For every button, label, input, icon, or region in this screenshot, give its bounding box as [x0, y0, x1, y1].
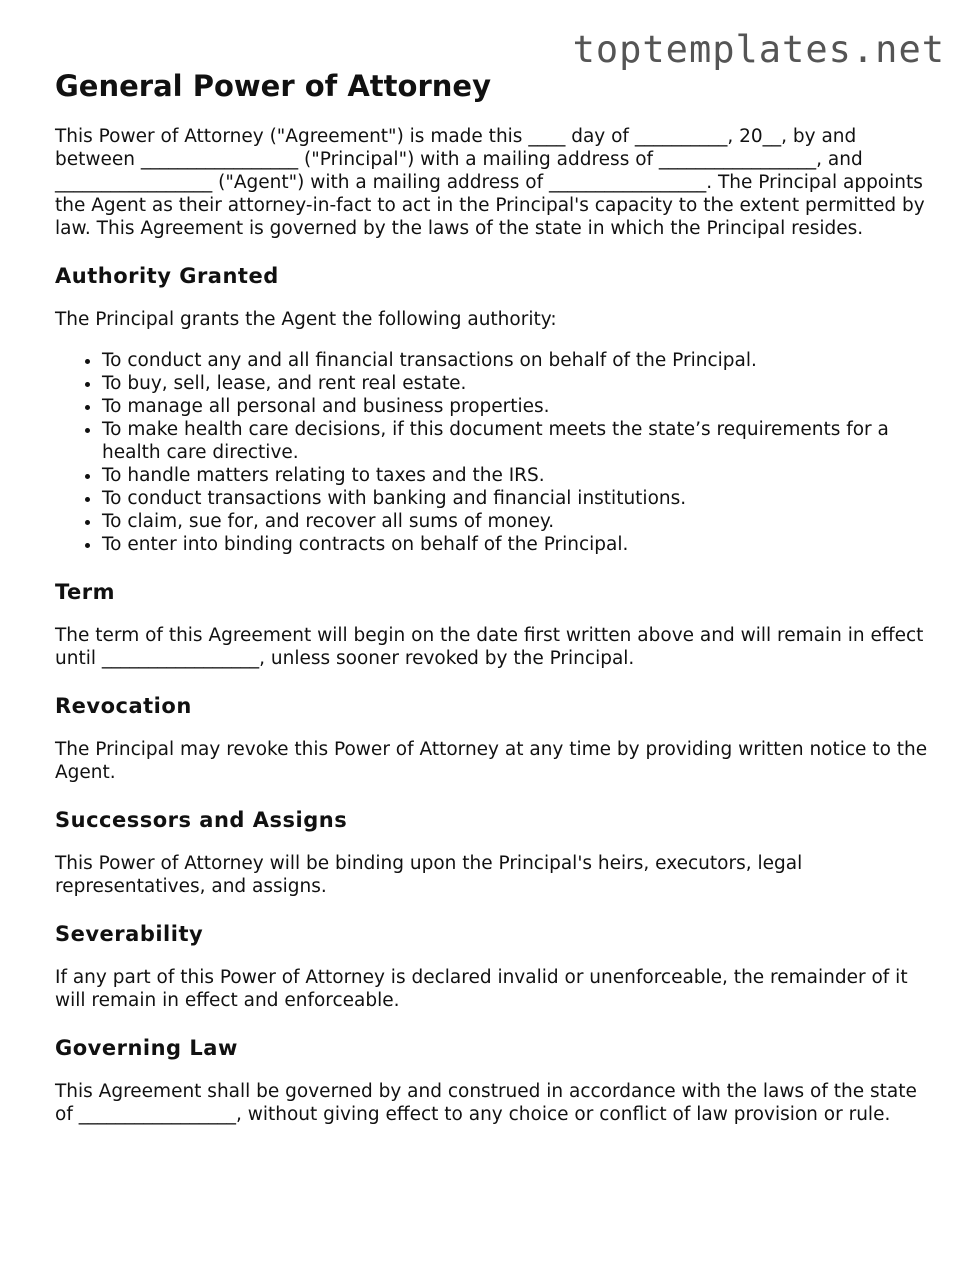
section-heading-severability: Severability — [55, 922, 204, 946]
section-governing-law — [55, 1034, 930, 1126]
section-severability — [55, 920, 930, 1012]
section-term — [55, 578, 930, 670]
section-heading-term: Term — [55, 580, 116, 604]
list-item: • To conduct any and all financial transactions on behalf of the Principal. — [102, 349, 930, 372]
section-heading-authority: Authority Granted — [55, 264, 279, 288]
revocation-text: The Principal may revoke this Power of Attorney at any time by providing written notice to the Agent. — [55, 739, 928, 783]
term-text: The term of this Agreement will begin on the date first written above and will remain in effect until _________________, unless sooner revoked by the Principal. — [55, 625, 924, 669]
document-title: General Power of Attorney — [55, 69, 491, 103]
severability-text: If any part of this Power of Attorney is declared invalid or unenforceable, the remainder of it will remain in effect and enforceable. — [55, 967, 908, 1011]
section-revocation — [55, 692, 930, 784]
section-successors — [55, 806, 930, 898]
watermark-text: toptemplates.net — [572, 28, 945, 71]
list-item: • To conduct transactions with banking and financial institutions. — [102, 487, 930, 510]
intro-paragraph: This Power of Attorney ("Agreement") is made this ____ day of __________, 20__, by and between _________________ ("Principal") with a mailing address of _________________, and _________________ ("Agent") with a mailing address of _________________. The Principal appoints the Agent as their attorney-in-fact to act in the Principal's capacity to the extent permitted by law. This Agreement is governed by the laws of the state in which the Principal resides. — [55, 126, 925, 239]
list-item: • To enter into binding contracts on behalf of the Principal. — [102, 533, 930, 556]
list-item: • To claim, sue for, and recover all sums of money. — [102, 510, 930, 533]
list-item: • To make health care decisions, if this document meets the state’s requirements for a health care directive. — [102, 418, 930, 464]
section-heading-revocation: Revocation — [55, 694, 192, 718]
list-item: • To manage all personal and business properties. — [102, 395, 930, 418]
section-heading-governing-law: Governing Law — [55, 1036, 238, 1060]
section-heading-successors: Successors and Assigns — [55, 808, 348, 832]
document-body — [55, 64, 930, 1126]
authority-lead-text: The Principal grants the Agent the following authority: — [55, 309, 557, 330]
authority-list — [55, 349, 930, 556]
list-item: • To handle matters relating to taxes and the IRS. — [102, 464, 930, 487]
section-authority — [55, 262, 930, 556]
list-item: • To buy, sell, lease, and rent real estate. — [102, 372, 930, 395]
governing-law-text: This Agreement shall be governed by and construed in accordance with the laws of the state of _________________, without giving effect to any choice or conflict of law provision or rule. — [55, 1081, 917, 1125]
successors-text: This Power of Attorney will be binding upon the Principal's heirs, executors, legal representatives, and assigns. — [55, 853, 803, 897]
